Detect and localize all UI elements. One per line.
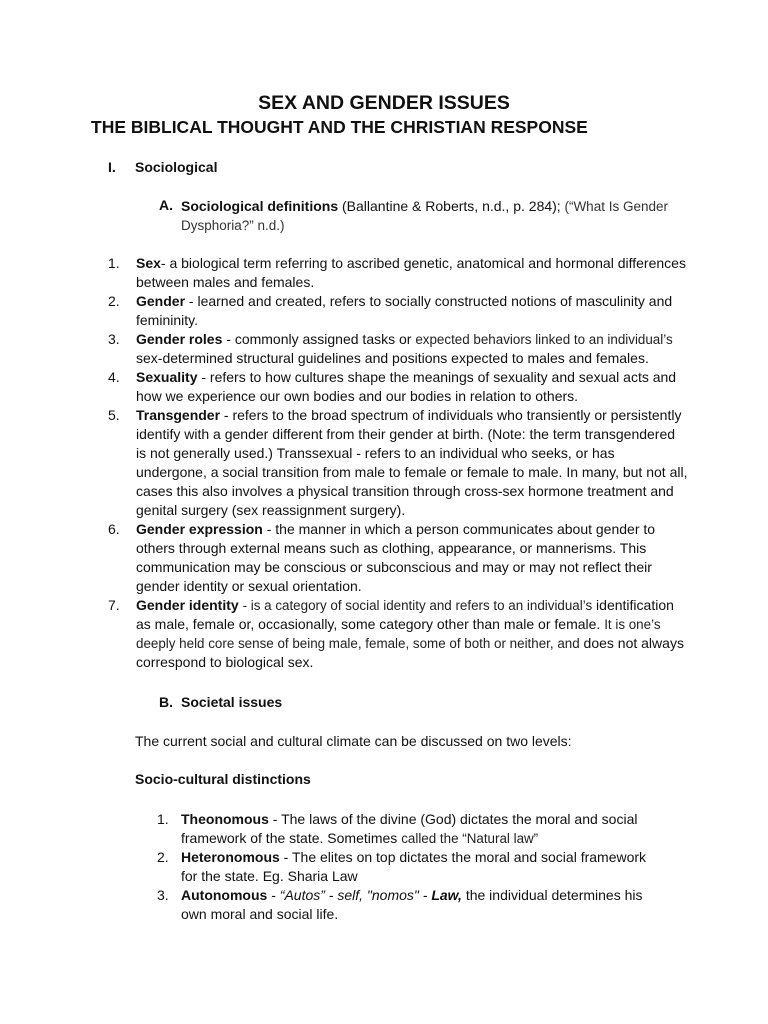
section-number: I. bbox=[108, 159, 116, 175]
list-number: 5. bbox=[108, 407, 120, 423]
list-item bbox=[108, 330, 688, 368]
definition-text: called the “Natural law” bbox=[401, 831, 539, 846]
definition-text: Law, bbox=[431, 887, 462, 903]
definition-text: - a biological term referring to ascribed genetic, anatomical and hormonal differences between males and females. bbox=[136, 255, 686, 290]
list-item bbox=[157, 886, 657, 924]
list-item bbox=[157, 810, 657, 848]
list-number: 2. bbox=[108, 293, 120, 309]
document-title: SEX AND GENDER ISSUES bbox=[258, 92, 510, 114]
definition-text: - The laws of the divine (God) dictates the moral and social framework of the state. Sometimes bbox=[181, 811, 638, 846]
term: Sex bbox=[136, 255, 161, 271]
list-number: 2. bbox=[157, 849, 169, 865]
paragraph: The current social and cultural climate can be discussed on two levels: bbox=[135, 733, 572, 749]
term: Gender bbox=[136, 293, 186, 309]
subheading: Socio-cultural distinctions bbox=[135, 771, 311, 787]
document-subtitle: THE BIBLICAL THOUGHT AND THE CHRISTIAN RESPONSE bbox=[91, 117, 588, 137]
citation-2: (“What Is Gender Dysphoria?” n.d.) bbox=[181, 199, 668, 233]
subsection-a-heading bbox=[181, 197, 701, 235]
definition-text: - the manner in which a person communicates about gender to others through external means such as clothing, appearance, or mannerisms. This communication may be conscious or subconscious and may or may not reflect their gender identity or sexual orientation. bbox=[136, 521, 656, 594]
term: Gender roles bbox=[136, 331, 223, 347]
definition-text: - refers to how cultures shape the meanings of sexuality and sexual acts and how we experience our own bodies and our bodies in relation to others. bbox=[136, 369, 677, 404]
definitions-list bbox=[108, 254, 688, 672]
term: Gender identity bbox=[136, 597, 239, 613]
definition-text: the individual determines his own moral and social life. bbox=[181, 887, 643, 922]
term: Gender expression bbox=[136, 521, 263, 537]
list-number: 3. bbox=[157, 887, 169, 903]
citation-1: (Ballantine & Roberts, n.d., p. 284); bbox=[338, 198, 561, 214]
subsection-b-letter: B. bbox=[159, 694, 173, 710]
list-number: 6. bbox=[108, 521, 120, 537]
definition-text: It is one’s deeply held core sense of being male, female, some of both or neither, and bbox=[136, 617, 661, 651]
subsection-b-title: Societal issues bbox=[181, 694, 283, 710]
definition-text: expected behaviors linked to an individual’s bbox=[415, 332, 673, 347]
section-title: Sociological bbox=[135, 159, 218, 175]
list-number: 1. bbox=[157, 811, 169, 827]
list-number: 7. bbox=[108, 597, 120, 613]
term: Transgender bbox=[136, 407, 221, 423]
definition-text: “Autos” - self, "nomos" - bbox=[279, 887, 432, 903]
definition-text: - bbox=[267, 887, 280, 903]
definition-text: - refers to the broad spectrum of individuals who transiently or persistently identify with a gender different from their gender at birth. (Note: the term transgendered is not generally used.) Transsexual - refers to an individual who seeks, or has undergone, a social transition from male to female or female to male. In many, but not all, cases this also involves a physical transition through cross-sex hormone treatment and genital surgery (sex reassignment surgery). bbox=[136, 407, 688, 518]
definition-text: sex-determined structural guidelines and positions expected to males and females. bbox=[136, 350, 649, 366]
definition-text: - commonly assigned tasks or bbox=[222, 331, 416, 347]
definition-text: does not always correspond to biological sex. bbox=[136, 635, 684, 670]
subsection-a-title: Sociological definitions bbox=[181, 198, 339, 214]
term: Autonomous bbox=[181, 887, 268, 903]
term: Sexuality bbox=[136, 369, 198, 385]
list-number: 4. bbox=[108, 369, 120, 385]
subsection-a-letter: A. bbox=[159, 197, 173, 213]
list-item bbox=[108, 406, 688, 520]
definition-text: - The elites on top dictates the moral and social framework for the state. Eg. Sharia Law bbox=[181, 849, 647, 884]
term: Heteronomous bbox=[181, 849, 280, 865]
definition-text: - learned and created, refers to socially constructed notions of masculinity and femininity. bbox=[136, 293, 673, 328]
list-number: 3. bbox=[108, 331, 120, 347]
list-item bbox=[108, 520, 688, 596]
list-item bbox=[157, 848, 657, 886]
list-number: 1. bbox=[108, 255, 120, 271]
list-item bbox=[108, 596, 688, 672]
list-item bbox=[108, 292, 688, 330]
list-item bbox=[108, 254, 688, 292]
list-item bbox=[108, 368, 688, 406]
definition-text: identification as male, female or, occasionally, some category other than male or female. bbox=[136, 597, 674, 632]
distinctions-list bbox=[157, 810, 657, 924]
definition-text: - is a category of social identity and refers to an individual’s bbox=[242, 598, 593, 613]
term: Theonomous bbox=[181, 811, 269, 827]
